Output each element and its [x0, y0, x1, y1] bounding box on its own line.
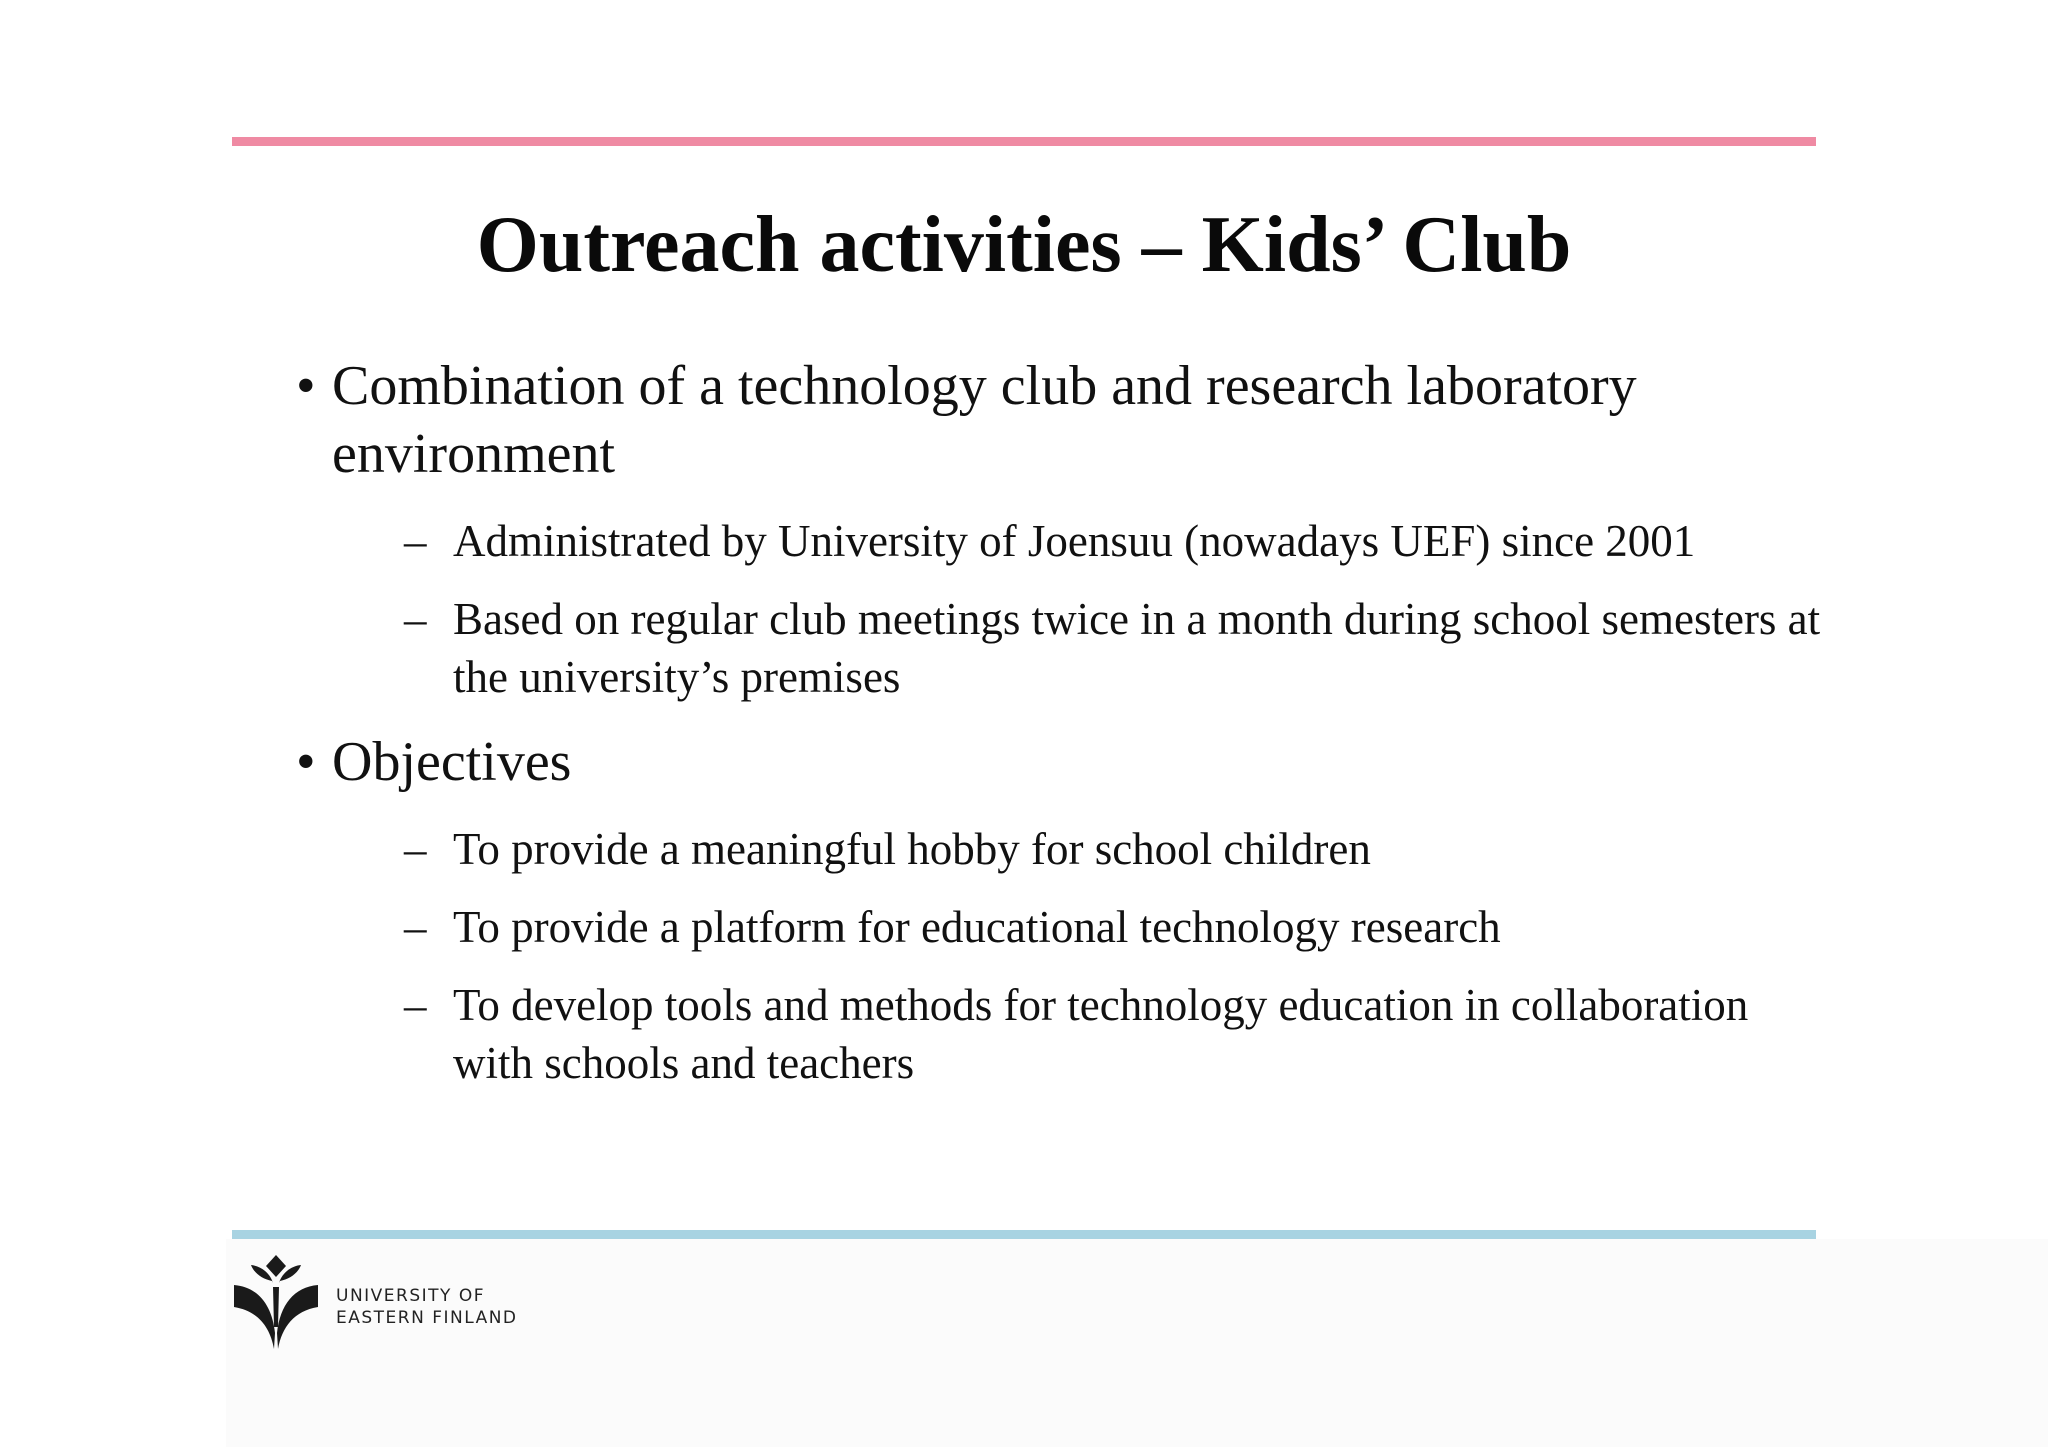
university-name-line2: EASTERN FINLAND — [336, 1308, 518, 1328]
dash-marker: – — [404, 516, 427, 566]
bullet-item — [296, 728, 1836, 1092]
sub-bullet-item — [332, 976, 1836, 1092]
sub-bullet-item — [332, 820, 1836, 878]
bullet-text: Combination of a technology club and research laboratory environment — [332, 355, 1637, 485]
slide-title: Outreach activities – Kids’ Club — [476, 201, 1572, 289]
dash-marker: – — [404, 594, 427, 644]
dash-marker: – — [404, 980, 427, 1030]
university-name — [336, 1285, 518, 1329]
sub-bullet-item — [332, 898, 1836, 956]
sub-bullet-text: Administrated by University of Joensuu (nowadays UEF) since 2001 — [453, 516, 1696, 566]
sub-bullet-item — [332, 590, 1836, 706]
sub-bullet-list — [332, 820, 1836, 1092]
university-name-line1: UNIVERSITY OF — [336, 1286, 485, 1306]
top-accent-rule — [232, 137, 1816, 146]
bullet-text: Objectives — [332, 731, 572, 793]
sub-bullet-text: To develop tools and methods for technology education in collaboration with schools and teachers — [453, 980, 1749, 1088]
dash-marker: – — [404, 902, 427, 952]
sub-bullet-item — [332, 512, 1836, 570]
bullet-marker: • — [296, 355, 316, 417]
sub-bullet-text: Based on regular club meetings twice in a month during school semesters at the university’s premises — [453, 594, 1821, 702]
sub-bullet-text: To provide a meaningful hobby for school children — [453, 824, 1371, 874]
bullet-marker: • — [296, 731, 316, 793]
footer-background — [226, 1239, 2048, 1447]
sub-bullet-list — [332, 512, 1836, 706]
sub-bullet-text: To provide a platform for educational technology research — [453, 902, 1501, 952]
bullet-item — [296, 352, 1836, 706]
dash-marker: – — [404, 824, 427, 874]
slide-body — [296, 352, 1836, 1114]
bottom-accent-rule — [232, 1230, 1816, 1239]
uef-logo-icon — [232, 1253, 320, 1349]
